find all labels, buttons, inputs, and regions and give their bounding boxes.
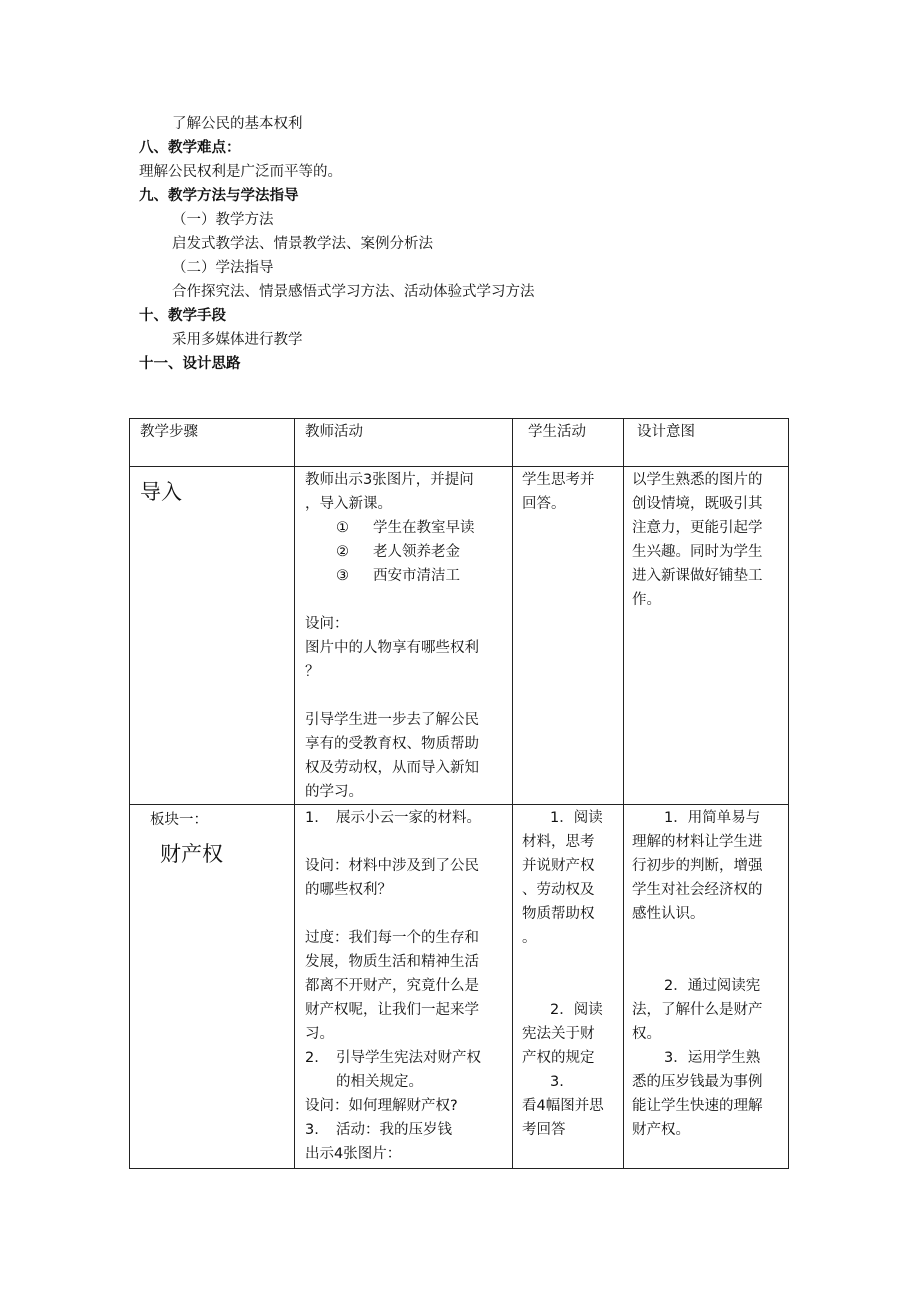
heading-means: 十、教学手段 bbox=[139, 308, 226, 324]
cell-line: 学生思考并 bbox=[522, 472, 595, 488]
table-border bbox=[294, 418, 295, 1169]
column-header: 学生活动 bbox=[528, 424, 586, 440]
cell-line: 活动：我的压岁钱 bbox=[336, 1122, 452, 1138]
cell-line: 并说财产权 bbox=[522, 858, 595, 874]
heading-methods: 九、教学方法与学法指导 bbox=[139, 188, 299, 204]
cell-line: 。 bbox=[522, 930, 537, 946]
cell-line: 进入新课做好铺垫工 bbox=[632, 568, 763, 584]
subheading-learning-method: （二）学法指导 bbox=[172, 260, 274, 276]
list-marker: 1. bbox=[305, 810, 319, 826]
column-header: 设计意图 bbox=[637, 424, 695, 440]
heading-difficulty: 八、教学难点： bbox=[139, 140, 241, 156]
table-border bbox=[512, 418, 513, 1169]
heading-design: 十一、设计思路 bbox=[139, 356, 241, 372]
cell-line: 财产权。 bbox=[632, 1122, 690, 1138]
list-marker: ① bbox=[336, 520, 349, 536]
list-marker: ③ bbox=[336, 568, 349, 584]
text-line: 了解公民的基本权利 bbox=[172, 116, 303, 132]
cell-line: 看4幅图并思 bbox=[522, 1098, 604, 1114]
text-line: 启发式教学法、情景教学法、案例分析法 bbox=[172, 236, 433, 252]
cell-line: 学生对社会经济权的 bbox=[632, 882, 763, 898]
column-header: 教学步骤 bbox=[140, 424, 198, 440]
step-property-right: 财产权 bbox=[160, 842, 223, 866]
table-border bbox=[788, 418, 789, 1169]
cell-line: 引导学生进一步去了解公民 bbox=[305, 712, 479, 728]
list-marker: 2. bbox=[305, 1050, 319, 1066]
cell-line: 展示小云一家的材料。 bbox=[336, 810, 481, 826]
cell-line: ？ bbox=[305, 664, 320, 680]
text-line: 合作探究法、情景感悟式学习方法、活动体验式学习方法 bbox=[172, 284, 535, 300]
text-line: 采用多媒体进行教学 bbox=[172, 332, 303, 348]
cell-line: 的相关规定。 bbox=[336, 1074, 423, 1090]
table-border bbox=[129, 1168, 789, 1169]
table-border bbox=[129, 418, 130, 1169]
cell-line: 回答。 bbox=[522, 496, 566, 512]
cell-line: 理解的材料让学生进 bbox=[632, 834, 763, 850]
cell-line: 产权的规定 bbox=[522, 1050, 595, 1066]
cell-line: 能让学生快速的理解 bbox=[632, 1098, 763, 1114]
cell-line: 作。 bbox=[632, 592, 661, 608]
cell-line: 行初步的判断，增强 bbox=[632, 858, 763, 874]
cell-line: 教师出示3张图片，并提问 bbox=[305, 472, 474, 488]
cell-line: 权。 bbox=[632, 1026, 661, 1042]
cell-line: 的哪些权利？ bbox=[305, 882, 392, 898]
cell-line: 过度：我们每一个的生存和 bbox=[305, 930, 479, 946]
list-marker: ② bbox=[336, 544, 349, 560]
cell-line: 法，了解什么是财产 bbox=[632, 1002, 763, 1018]
cell-line: 以学生熟悉的图片的 bbox=[632, 472, 763, 488]
cell-line: 物质帮助权 bbox=[522, 906, 595, 922]
step-block-label: 板块一： bbox=[150, 812, 208, 828]
cell-line: 创设情境，既吸引其 bbox=[632, 496, 763, 512]
table-border bbox=[623, 418, 624, 1169]
table-border bbox=[129, 804, 789, 805]
cell-line: 财产权呢，让我们一起来学 bbox=[305, 1002, 479, 1018]
cell-line: 悉的压岁钱最为事例 bbox=[632, 1074, 763, 1090]
cell-line: 材料，思考 bbox=[522, 834, 595, 850]
cell-line: 3. bbox=[550, 1074, 564, 1090]
cell-line: 老人领养老金 bbox=[373, 544, 460, 560]
cell-line: 图片中的人物享有哪些权利 bbox=[305, 640, 479, 656]
cell-line: 出示4张图片： bbox=[305, 1146, 402, 1162]
cell-line: 设问：如何理解财产权? bbox=[305, 1098, 458, 1114]
cell-line: 、劳动权及 bbox=[522, 882, 595, 898]
cell-line: 生兴趣。同时为学生 bbox=[632, 544, 763, 560]
text-line: 理解公民权利是广泛而平等的。 bbox=[139, 164, 342, 180]
cell-line: 引导学生宪法对财产权 bbox=[336, 1050, 481, 1066]
cell-line: 学生在教室早读 bbox=[373, 520, 475, 536]
cell-line: 2．通过阅读宪 bbox=[664, 978, 761, 994]
cell-line: 西安市清洁工 bbox=[373, 568, 460, 584]
table-border bbox=[129, 466, 789, 467]
cell-line: 享有的受教育权、物质帮助 bbox=[305, 736, 479, 752]
cell-line: 设问： bbox=[305, 616, 349, 632]
cell-line: 3．运用学生熟 bbox=[664, 1050, 761, 1066]
cell-line: 考回答 bbox=[522, 1122, 566, 1138]
list-marker: 3. bbox=[305, 1122, 319, 1138]
cell-line: 1．阅读 bbox=[550, 810, 603, 826]
cell-line: 的学习。 bbox=[305, 784, 363, 800]
cell-line: 权及劳动权，从而导入新知 bbox=[305, 760, 479, 776]
cell-line: 设问：材料中涉及到了公民 bbox=[305, 858, 479, 874]
cell-line: 2．阅读 bbox=[550, 1002, 603, 1018]
cell-line: ，导入新课。 bbox=[305, 496, 392, 512]
column-header: 教师活动 bbox=[305, 424, 363, 440]
table-border bbox=[129, 418, 789, 419]
cell-line: 注意力，更能引起学 bbox=[632, 520, 763, 536]
cell-line: 都离不开财产，究竟什么是 bbox=[305, 978, 479, 994]
cell-line: 感性认识。 bbox=[632, 906, 705, 922]
cell-line: 习。 bbox=[305, 1026, 334, 1042]
cell-line: 宪法关于财 bbox=[522, 1026, 595, 1042]
cell-line: 1．用简单易与 bbox=[664, 810, 761, 826]
subheading-teaching-method: （一）教学方法 bbox=[172, 212, 274, 228]
step-intro: 导入 bbox=[140, 480, 182, 504]
cell-line: 发展，物质生活和精神生活 bbox=[305, 954, 479, 970]
